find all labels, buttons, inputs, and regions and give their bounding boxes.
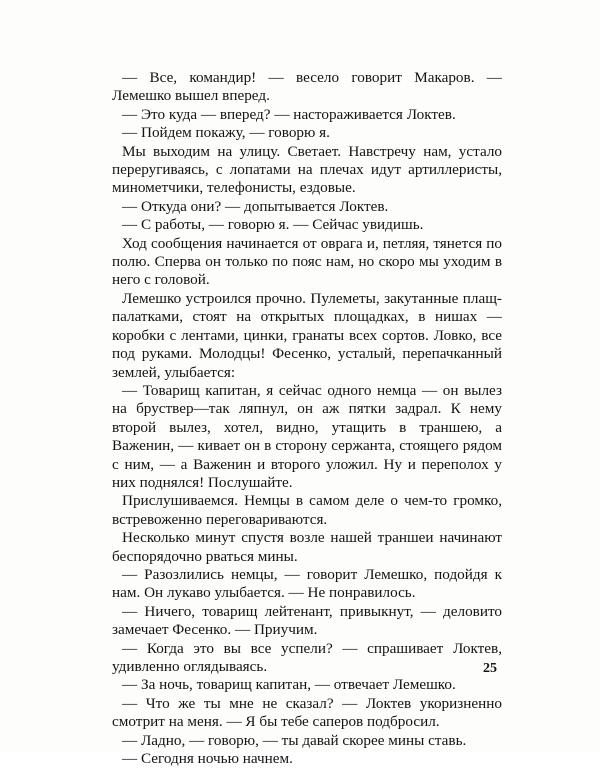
paragraph: — Что же ты мне не сказал? — Локтев укоризненно смотрит на меня. — Я бы тебе саперов подбросил.	[112, 694, 502, 731]
paragraph: Ход сообщения начинается от оврага и, петляя, тянется по полю. Сперва он только по пояс нам, но скоро мы уходим в него с головой.	[112, 234, 502, 289]
paragraph: — Это куда — вперед? — настораживается Локтев.	[122, 105, 456, 123]
body-text	[112, 69, 502, 768]
paragraph: — Пойдем покажу, — говорю я.	[122, 124, 330, 142]
paragraph: Мы выходим на улицу. Светает. Навстречу нам, устало переругиваясь, с лопатами на плечах идут артиллеристы, минометчики, телефонисты, ездовые.	[112, 142, 502, 197]
paragraph: Прислушиваемся. Немцы в самом деле о чем-то громко, встревоженно переговариваются.	[112, 492, 502, 528]
paragraph: — Сегодня ночью начнем.	[122, 750, 293, 768]
paragraph: Несколько минут спустя возле нашей траншеи начинают беспорядочно рваться мины.	[112, 529, 502, 565]
paragraph: — Все, командир! — весело говорит Макаров. — Лемешко вышел вперед.	[112, 69, 502, 105]
paragraph: — За ночь, товарищ капитан, — отвечает Лемешко.	[122, 676, 456, 694]
page-number: 25	[483, 661, 497, 676]
paragraph: — С работы, — говорю я. — Сейчас увидишь.	[122, 216, 424, 234]
paragraph: Лемешко устроился прочно. Пулеметы, закутанные плащ-палатками, стоят на открытых площадках, в нишах — коробки с лентами, цинки, гранаты всех сортов. Ловко, все под руками. Молодцы! Фесенко, усталый, перепачканный землей, улыбается:	[112, 289, 502, 381]
paragraph: — Товарищ капитан, я сейчас одного немца — он вылез на бруствер—так ляпнул, он аж пятки задрал. К нему второй вылез, хотел, видно, утащить в траншею, а Важенин, — кивает он в сторону сержанта, стоящего рядом с ним, — а Важенин и второго уложил. Ну и переполох у них поднялся! Послушайте.	[112, 381, 502, 491]
paragraph: — Когда это вы все успели? — спрашивает Локтев, удивленно оглядываясь.	[112, 639, 502, 675]
paragraph: — Ладно, — говорю, — ты давай скорее мины ставь.	[122, 731, 467, 749]
paragraph: — Откуда они? — допытывается Локтев.	[122, 197, 389, 215]
paragraph: — Разозлились немцы, — говорит Лемешко, подойдя к нам. Он лукаво улыбается. — Не понравилось.	[112, 565, 502, 602]
paragraph: — Ничего, товарищ лейтенант, привыкнут, — деловито замечает Фесенко. — Приучим.	[112, 602, 502, 639]
